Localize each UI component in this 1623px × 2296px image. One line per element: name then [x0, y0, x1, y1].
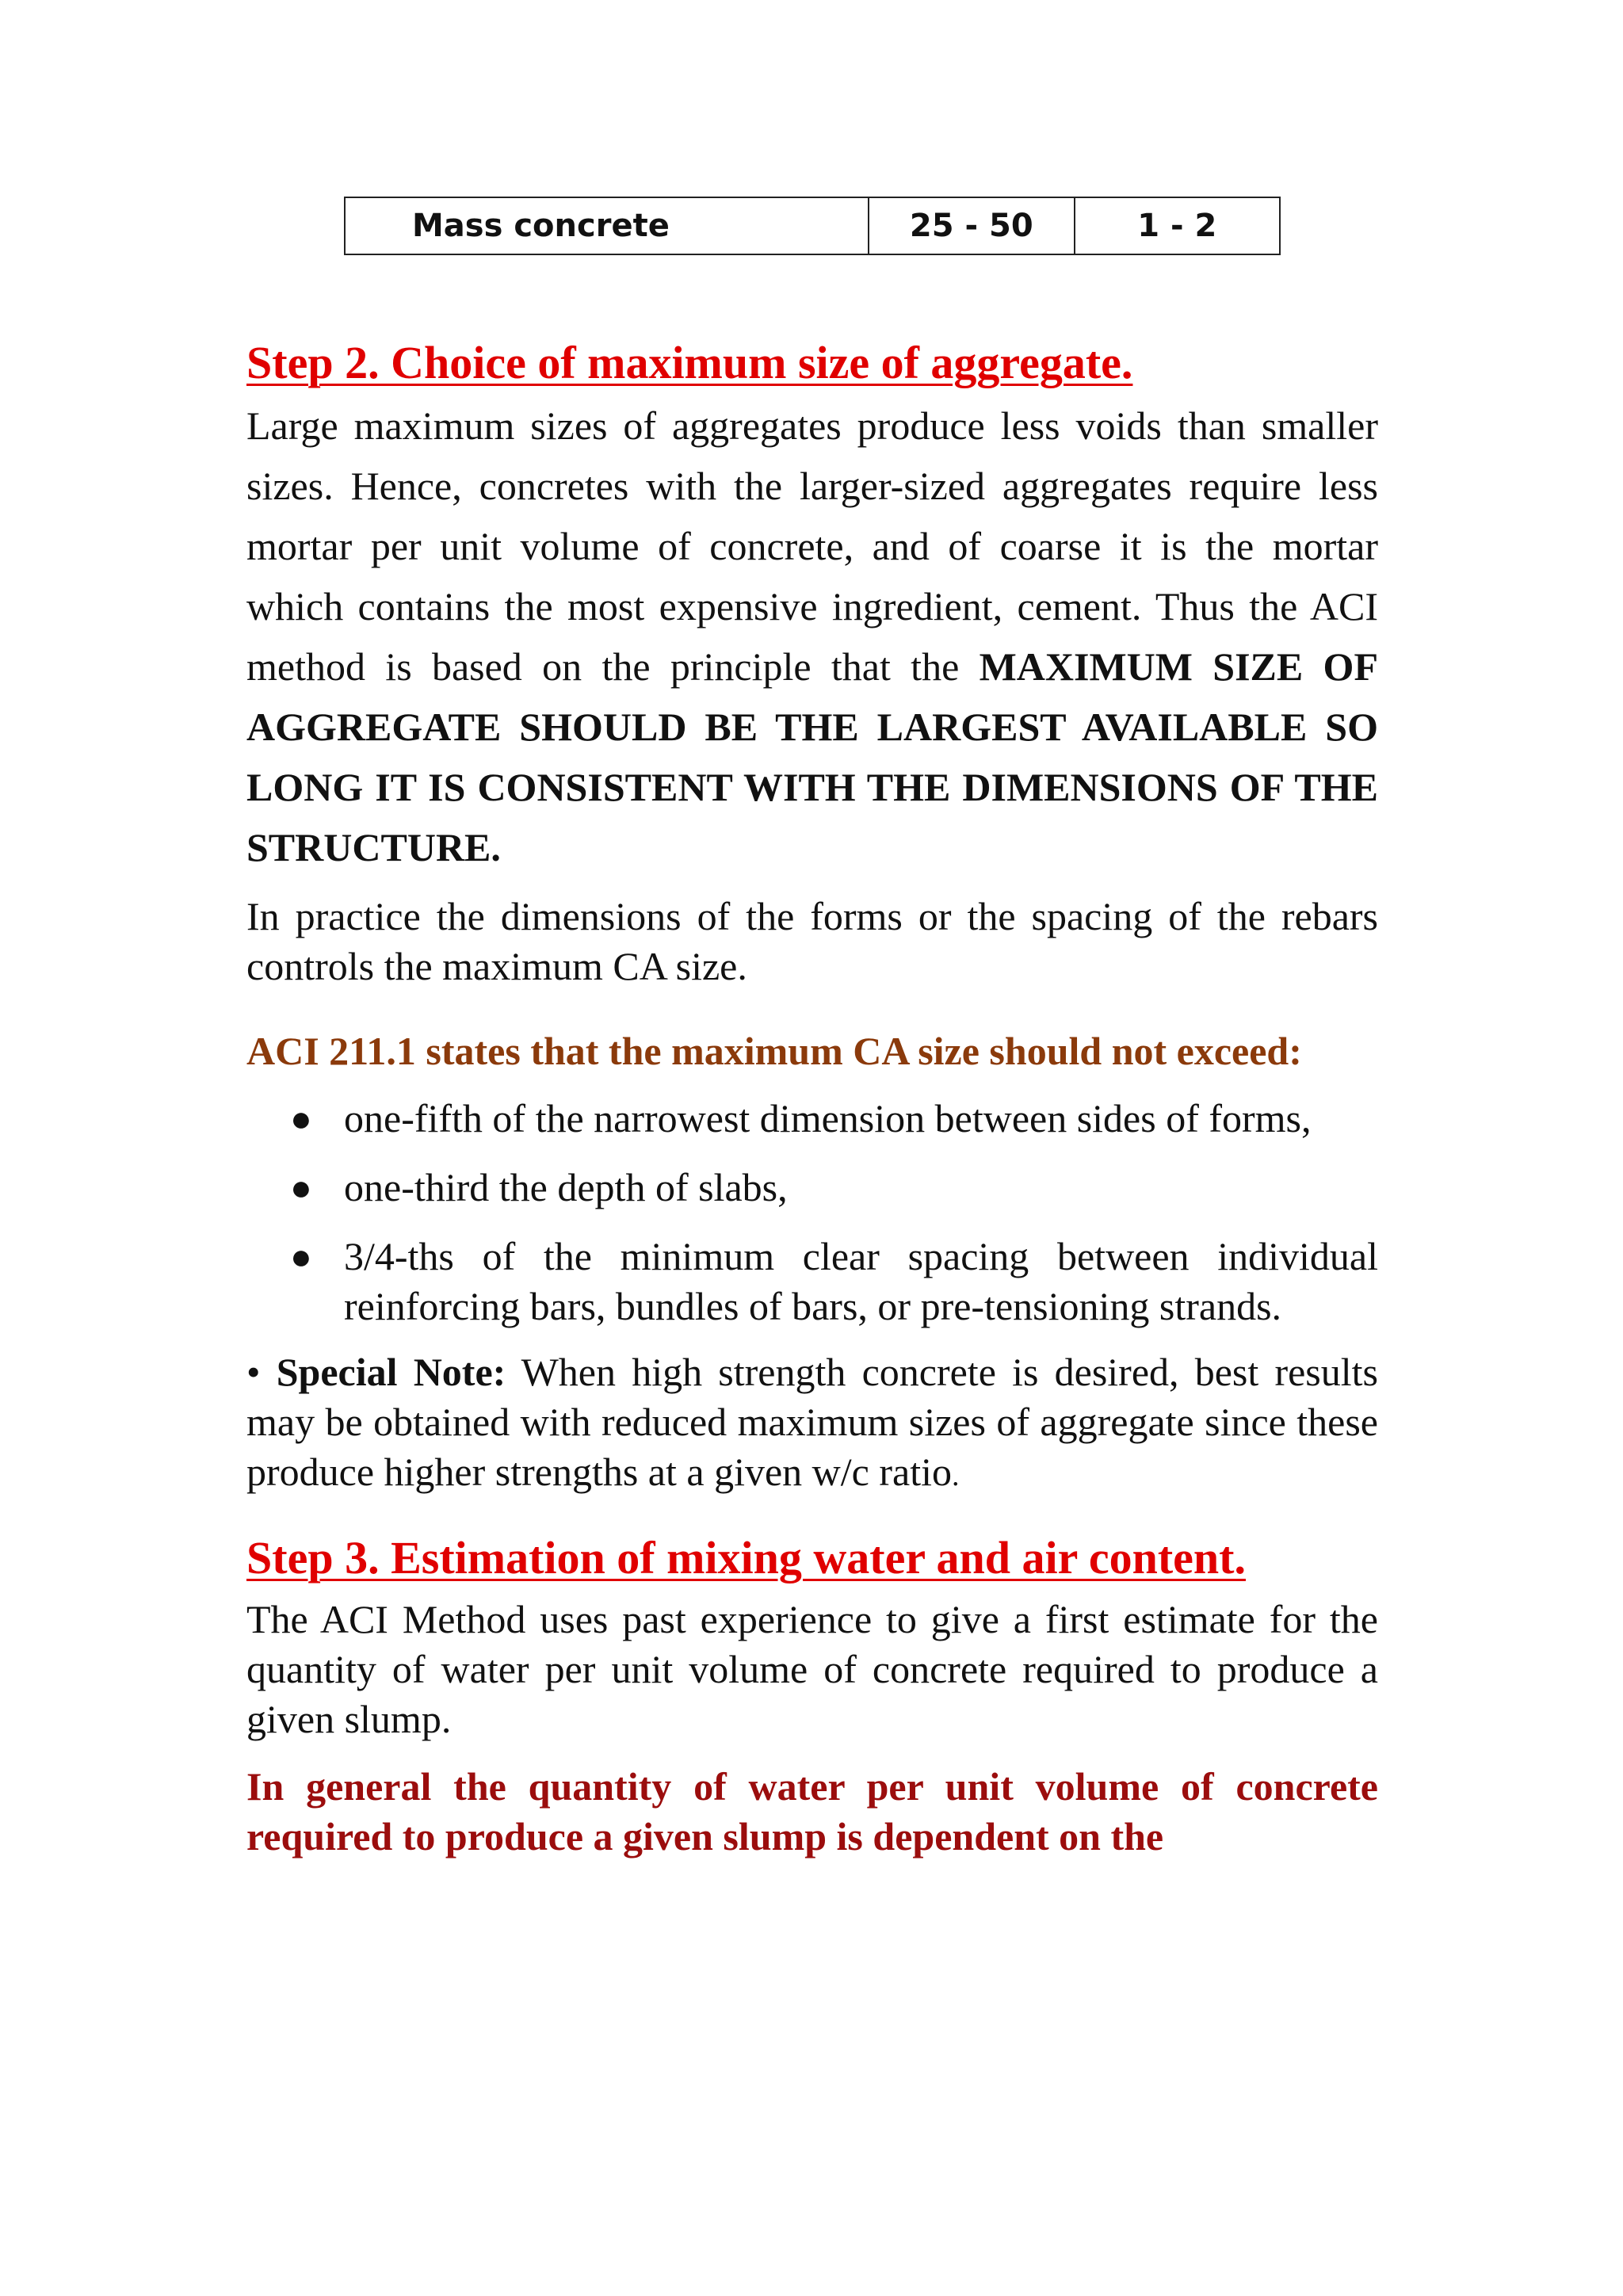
list-item: ● one-fifth of the narrowest dimension between sides of forms,: [344, 1094, 1378, 1144]
document-body: [246, 333, 1378, 1862]
bullet-icon: ●: [290, 1236, 312, 1278]
step2-paragraph-2: In practice the dimensions of the forms or the spacing of the rebars controls the maximum CA size.: [246, 894, 1378, 989]
table-cell-value-1: 25 - 50: [869, 197, 1075, 254]
aci-statement: ACI 211.1 states that the maximum CA size should not exceed:: [246, 1029, 1302, 1074]
table-row: [345, 197, 1280, 254]
bullet-icon: ●: [290, 1098, 312, 1140]
step3-heading: Step 3. Estimation of mixing water and air content.: [246, 1532, 1246, 1584]
aci-limits-list: [246, 1094, 1378, 1331]
special-note-text: When high strength concrete is desired, best results may be obtained with reduced maximum sizes of aggregate since these produce higher strengths at a given w/c ratio: [246, 1350, 1378, 1495]
step3-paragraph-1: The ACI Method uses past experience to give a first estimate for the quantity of water per unit volume of concrete required to produce a given slump.: [246, 1596, 1378, 1741]
list-item: ● 3/4-ths of the minimum clear spacing between individual reinforcing bars, bundles of bars, or pre-tensioning strands.: [344, 1232, 1378, 1331]
step2-paragraph-1-text: Large maximum sizes of aggregates produce less voids than smaller sizes. Hence, concretes with the larger-sized aggregates require less mortar per unit volume of concrete, and of coarse it is the mortar which contains the most expensive ingredient, cement. Thus the ACI method is based on the principle that the: [246, 403, 1378, 690]
step2-heading: Step 2. Choice of maximum size of aggregate.: [246, 337, 1133, 388]
slump-table-fragment: [344, 197, 1281, 255]
special-note-bullet: •: [246, 1350, 277, 1395]
step2-principle-caps: MAXIMUM SIZE OF AGGREGATE SHOULD BE THE LARGEST AVAILABLE SO LONG IT IS CONSISTENT WITH THE DIMENSIONS OF THE STRUCTURE.: [246, 644, 1378, 870]
special-note-label: Special Note:: [276, 1350, 506, 1395]
bullet-icon: ●: [290, 1167, 312, 1209]
special-note: [246, 1347, 1378, 1501]
table-cell-value-2: 1 - 2: [1075, 197, 1280, 254]
list-item: ● one-third the depth of slabs,: [344, 1163, 1378, 1213]
special-note-period: .: [952, 1459, 960, 1493]
step2-paragraph-1: [246, 395, 1378, 877]
table-cell-type: Mass concrete: [345, 197, 869, 254]
step3-paragraph-2: In general the quantity of water per unit volume of concrete required to produce a given slump is dependent on the: [246, 1763, 1378, 1859]
